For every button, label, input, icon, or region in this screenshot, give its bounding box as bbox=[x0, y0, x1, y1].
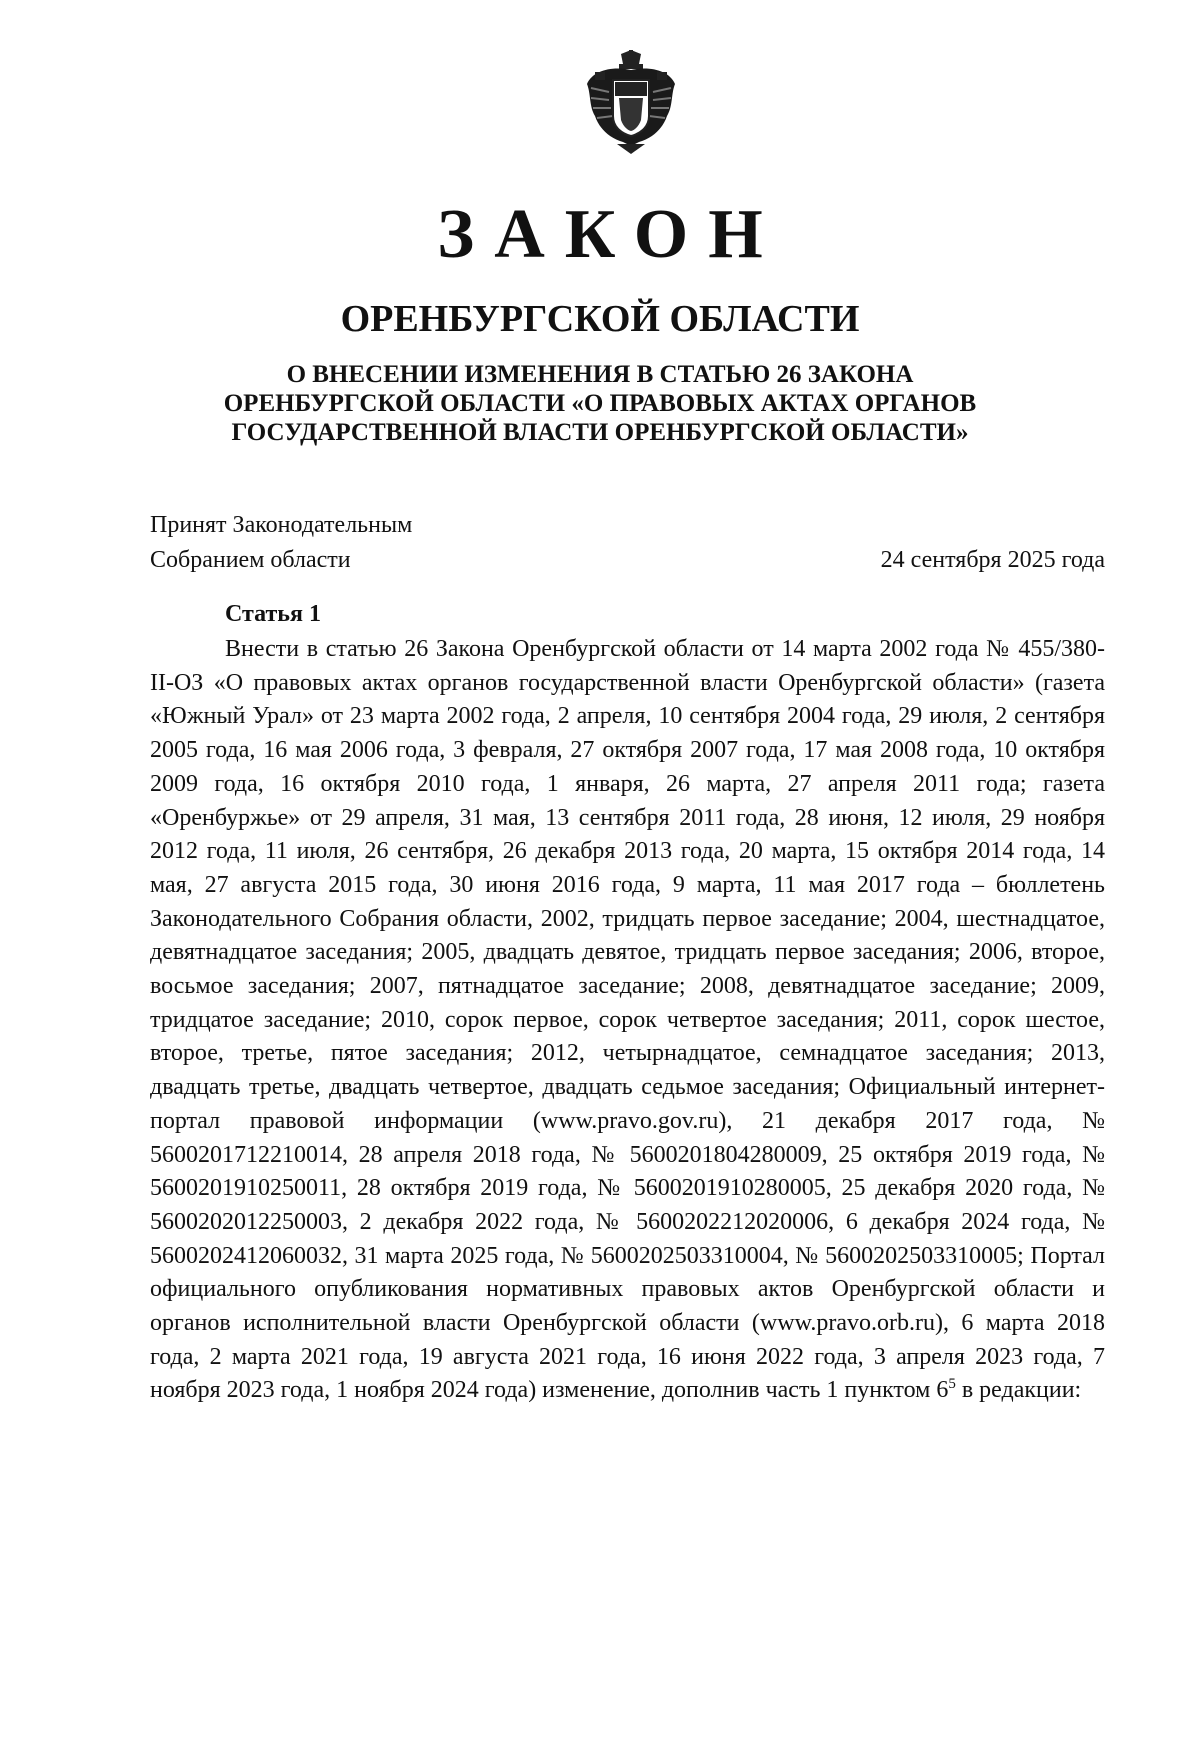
law-name-line: О ВНЕСЕНИИ ИЗМЕНЕНИЯ В СТАТЬЮ 26 ЗАКОНА bbox=[286, 361, 914, 388]
adoption-line: Принят Законодательным bbox=[150, 512, 413, 538]
document-title: ЗАКОН bbox=[437, 196, 783, 273]
coat-of-arms-emblem bbox=[583, 50, 679, 154]
adoption-date: 24 сентября 2025 года bbox=[880, 547, 1105, 573]
article-text: Внести в статью 26 Закона Оренбургской области от 14 марта 2002 года № 455/380-II-ОЗ «О правовых актах органов государственной власти Оренбургской области» (газета «Южный Урал» от 23 марта 2002 года, 2 апреля, 10 сентября 2004 года, 29 июля, 2 сентября 2005 года, 16 мая 2006 года, 3 февраля, 27 октября 2007 года, 17 мая 2008 года, 10 октября 2009 года, 16 октября 2010 года, 1 января, 26 марта, 27 апреля 2011 года; газета «Оренбуржье» от 29 апреля, 31 мая, 13 сентября 2011 года, 28 июня, 12 июля, 29 ноября 2012 года, 11 июля, 26 сентября, 26 декабря 2013 года, 20 марта, 15 октября 2014 года, 14 мая, 27 августа 2015 года, 30 июня 2016 года, 9 марта, 11 мая 2017 года – бюллетень Законодательного Собрания области, 2002, тридцать первое заседание; 2004, шестнадцатое, девятнадцатое заседания; 2005, двадцать девятое, тридцать первое заседания; 2006, второе, восьмое заседания; 2007, пятнадцатое заседание; 2008, девятнадцатое заседание; 2009, тридцатое заседание; 2010, сорок первое, сорок четвертое заседания; 2011, сорок шестое, второе, третье, пятое заседания; 2012, четырнадцатое, семнадцатое заседания; 2013, двадцать третье, двадцать четвертое, двадцать седьмое заседания; Официальный интернет-портал правовой информации (www.pravo.gov.ru), 21 декабря 2017 года, № 5600201712210014, 28 апреля 2018 года, № 5600201804280009, 25 октября 2019 года, № 5600201910250011, 28 октября 2019 года, № 5600201910280005, 25 декабря 2020 года, № 5600202012250003, 2 декабря 2022 года, № 5600202212020006, 6 декабря 2024 года, № 5600202412060032, 31 марта 2025 года, № 5600202503310004, № 5600202503310005; Портал официального опубликования нормативных правовых актов Оренбургской области и органов исполнительной власти Оренбургской области (www.pravo.orb.ru), 6 марта 2018 года, 2 марта 2021 года, 19 августа 2021 года, 16 июня 2022 года, 3 апреля 2023 года, 7 ноября 2023 года, 1 ноября 2024 года) изменение, дополнив часть 1 пунктом 6 bbox=[150, 636, 1105, 1404]
adoption-line: Собранием области bbox=[150, 547, 351, 573]
article-text-end: в редакции: bbox=[955, 1377, 1082, 1404]
article-title: Статья 1 bbox=[225, 601, 321, 627]
document-subtitle: ОРЕНБУРГСКОЙ ОБЛАСТИ bbox=[340, 298, 860, 340]
law-name-line: ГОСУДАРСТВЕННОЙ ВЛАСТИ ОРЕНБУРГСКОЙ ОБЛАСТИ» bbox=[231, 419, 969, 446]
law-name-line: ОРЕНБУРГСКОЙ ОБЛАСТИ «О ПРАВОВЫХ АКТАХ ОРГАНОВ bbox=[223, 390, 977, 417]
adoption-info bbox=[150, 508, 412, 578]
superscript: 5 bbox=[948, 1376, 956, 1393]
article-body bbox=[150, 633, 1105, 1408]
law-name bbox=[0, 360, 1200, 447]
